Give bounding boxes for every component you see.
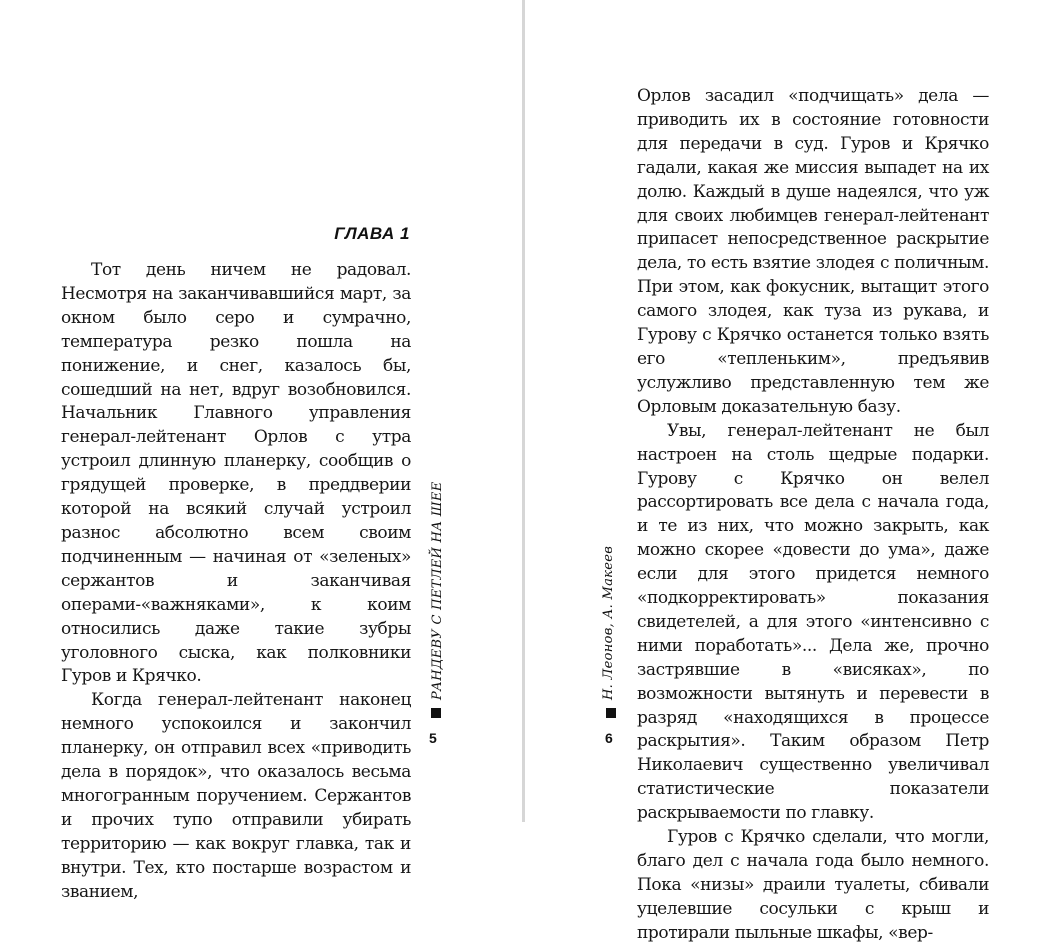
paragraph: Орлов засадил «подчищать» дела — приводить их в состояние готовности для передачи в суд. Гуров и Крячко гадали, какая же миссия выпадет на их долю. Каждый в душе надеялся, что уж для своих любимцев генерал-лейтенант припасет непосредственное раскрытие дела, то есть взятие злодея с поличным. При этом, как фокусник, вытащит этого самого злодея, как туза из рукава, и Гурову с Крячко останется только взять его «тепленьким», предъявив услужливо представленную тем же Орловым доказательную базу. (637, 86, 989, 417)
paragraph: Увы, генерал-лейтенант не был настроен на столь щедрые подарки. Гурову с Крячко он велел рассортировать все дела с начала года, и те из них, что можно закрыть, как можно скорее «довести до ума», даже если для этого придется немного «подкорректировать» показания свидетелей, а для этого «интенсивно с ними поработать»... Дела же, прочно застрявшие в «висяках», по возможности вытянуть и перевести в разряд «находящихся в процессе раскрытия». Таким образом Петр Николаевич существенно увеличивал статистические показатели раскрываемости по главку. (637, 420, 989, 824)
paragraph: Гуров с Крячко сделали, что могли, благо дел с начала года было немного. Пока «низы» драили туалеты, сбивали уцелевшие сосульки с крыш и протирали пыльные шкафы, «вер- (637, 827, 989, 943)
paragraph: Тот день ничем не радовал. Несмотря на заканчивавшийся март, за окном было серо и сумрачно, температура резко пошла на понижение, и снег, казалось бы, сошедший на нет, вдруг возобновился. Начальник Главного управления генерал-лейтенант Орлов с утра устроил длинную планерку, сообщив о грядущей проверке, в преддверии которой на всякий случай устроил разнос абсолютно всем своим подчиненным — начиная от «зеленых» сержантов и заканчивая операми-«важняками», к коим относились даже такие зубры уголовного сыска, как полковники Гуров и Крячко. (61, 260, 411, 687)
page-marker-square (606, 708, 616, 718)
running-author: Н. Леонов, А. Макеев (601, 545, 616, 700)
left-page-text (61, 259, 411, 904)
page-number-left: 5 (429, 730, 437, 746)
page-marker-square (431, 708, 441, 718)
paragraph: Когда генерал-лейтенант наконец немного успокоился и закончил планерку, он отправил всех «приводить дела в порядок», что оказалось весьма многогранным поручением. Сержантов и прочих тупо отправили убирать территорию — как вокруг главка, так и внутри. Тех, кто постарше возрастом и званием, (61, 690, 411, 902)
right-page-text (637, 85, 989, 946)
page-number-right: 6 (605, 730, 613, 746)
running-title: РАНДЕВУ С ПЕТЛЕЙ НА ШЕЕ (430, 481, 445, 700)
chapter-heading: ГЛАВА 1 (334, 224, 410, 243)
